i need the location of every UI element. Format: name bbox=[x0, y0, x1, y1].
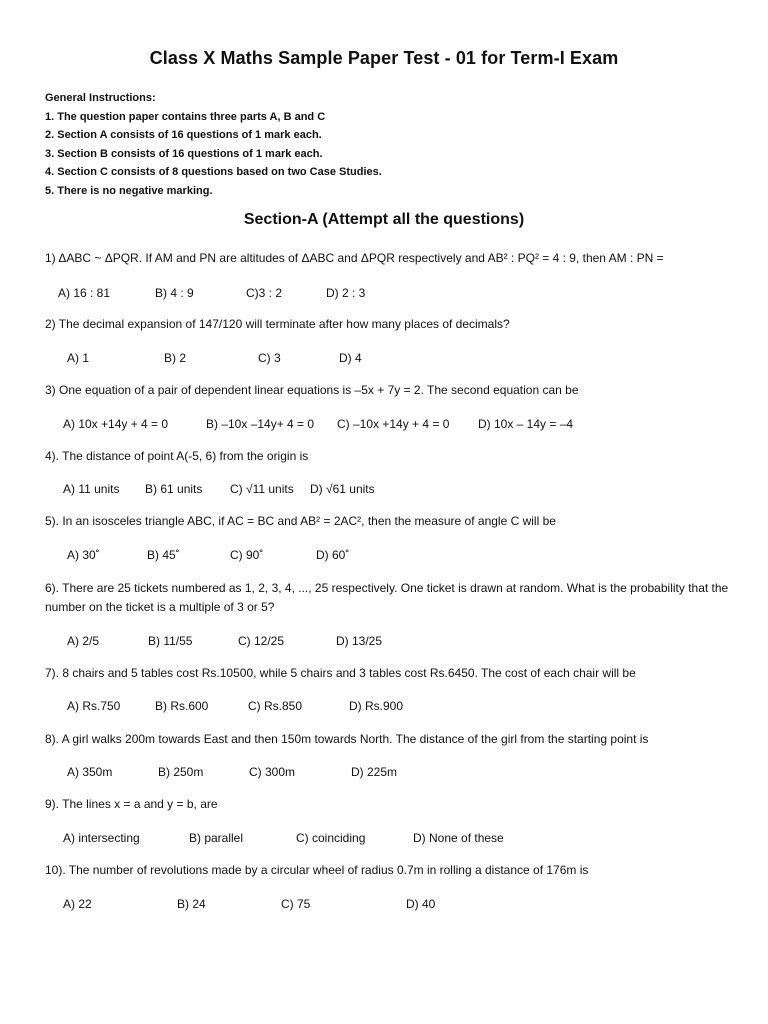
instruction-item: 1. The question paper contains three parts A, B and C bbox=[45, 110, 326, 123]
option-b: B) 45˚ bbox=[147, 548, 180, 562]
option-c: C) coinciding bbox=[296, 831, 366, 845]
option-c: C) 12/25 bbox=[238, 634, 285, 648]
instruction-item: 4. Section C consists of 8 questions based on two Case Studies. bbox=[45, 166, 382, 178]
question-options bbox=[0, 762, 768, 782]
option-d: D) Rs.900 bbox=[349, 699, 404, 713]
option-a: A) Rs.750 bbox=[67, 699, 121, 713]
option-a: A) 2/5 bbox=[67, 634, 100, 648]
option-c: C) –10x +14y + 4 = 0 bbox=[337, 417, 450, 431]
option-c: C) 90˚ bbox=[230, 548, 264, 562]
question-text: 6). There are 25 tickets numbered as 1, 2, 3, 4, ..., 25 respectively. One ticket is drawn at random. What is the probability that the number on the ticket is a multiple of 3 or 5? bbox=[45, 581, 729, 614]
option-d: D) 10x – 14y = –4 bbox=[478, 417, 574, 431]
option-c: C) √11 units bbox=[230, 482, 294, 496]
instruction-item: 5. There is no negative marking. bbox=[45, 184, 213, 197]
question-text: 4). The distance of point A(-5, 6) from the origin is bbox=[45, 449, 309, 463]
option-c: C) 300m bbox=[249, 765, 296, 779]
question-text: 2) The decimal expansion of 147/120 will terminate after how many places of decimals? bbox=[45, 317, 510, 331]
option-b: B) –10x –14y+ 4 = 0 bbox=[206, 417, 315, 431]
option-a: A) intersecting bbox=[63, 831, 140, 845]
option-a: A) 350m bbox=[67, 765, 113, 779]
question-options bbox=[0, 545, 768, 565]
option-c: C) Rs.850 bbox=[248, 699, 303, 713]
option-a: A) 16 : 81 bbox=[58, 286, 111, 300]
section-heading: Section-A (Attempt all the questions) bbox=[243, 211, 525, 228]
general-instructions bbox=[45, 89, 382, 200]
question-text: 9). The lines x = a and y = b, are bbox=[45, 797, 218, 811]
instruction-item: 2. Section A consists of 16 questions of 1 mark each. bbox=[45, 129, 322, 141]
option-b: B) 11/55 bbox=[148, 634, 193, 648]
option-b: B) 24 bbox=[177, 897, 206, 911]
instruction-item: 3. Section B consists of 16 questions of 1 mark each. bbox=[45, 147, 323, 160]
question-options bbox=[0, 828, 768, 848]
question-text: 1) ΔABC ~ ΔPQR. If AM and PN are altitudes of ΔABC and ΔPQR respectively and AB² : PQ² = 4 : 9, then AM : PN = bbox=[45, 251, 664, 265]
instructions-heading: General Instructions: bbox=[45, 92, 156, 104]
question-text: 8). A girl walks 200m towards East and then 150m towards North. The distance of the girl from the starting point is bbox=[45, 732, 649, 746]
question-options bbox=[0, 283, 768, 303]
question-options bbox=[0, 631, 768, 651]
option-d: D) 60˚ bbox=[316, 548, 350, 562]
option-b: B) 2 bbox=[164, 351, 187, 365]
question-options bbox=[0, 348, 768, 368]
question-text: 3) One equation of a pair of dependent linear equations is –5x + 7y = 2. The second equation can be bbox=[45, 383, 579, 397]
option-c: C)3 : 2 bbox=[246, 286, 283, 300]
question-options bbox=[0, 414, 768, 434]
option-b: B) 4 : 9 bbox=[155, 286, 194, 300]
page-title: Class X Maths Sample Paper Test - 01 for Term-I Exam bbox=[149, 48, 619, 68]
option-a: A) 10x +14y + 4 = 0 bbox=[63, 417, 169, 431]
option-b: B) 250m bbox=[158, 765, 204, 779]
question-text: 5). In an isosceles triangle ABC, if AC = BC and AB² = 2AC², then the measure of angle C will be bbox=[45, 514, 556, 528]
option-a: A) 11 units bbox=[63, 482, 120, 496]
question-options bbox=[0, 894, 768, 914]
option-d: D) 225m bbox=[351, 765, 398, 779]
option-d: D) 40 bbox=[406, 897, 436, 911]
option-d: D) 2 : 3 bbox=[326, 286, 366, 300]
question-options bbox=[0, 696, 768, 716]
option-a: A) 22 bbox=[63, 897, 92, 911]
option-b: B) parallel bbox=[189, 831, 244, 845]
option-d: D) 13/25 bbox=[336, 634, 383, 648]
option-b: B) Rs.600 bbox=[155, 699, 209, 713]
option-d: D) √61 units bbox=[310, 482, 375, 496]
option-a: A) 1 bbox=[67, 351, 90, 365]
option-d: D) 4 bbox=[339, 351, 362, 365]
question-options bbox=[0, 479, 768, 499]
option-a: A) 30˚ bbox=[67, 548, 100, 562]
option-b: B) 61 units bbox=[145, 482, 203, 496]
question-text: 7). 8 chairs and 5 tables cost Rs.10500, while 5 chairs and 3 tables cost Rs.6450. The cost of each chair will be bbox=[45, 666, 636, 680]
option-d: D) None of these bbox=[413, 831, 504, 845]
option-c: C) 75 bbox=[281, 897, 311, 911]
question-text: 10). The number of revolutions made by a circular wheel of radius 0.7m in rolling a distance of 176m is bbox=[45, 863, 589, 877]
option-c: C) 3 bbox=[258, 351, 281, 365]
